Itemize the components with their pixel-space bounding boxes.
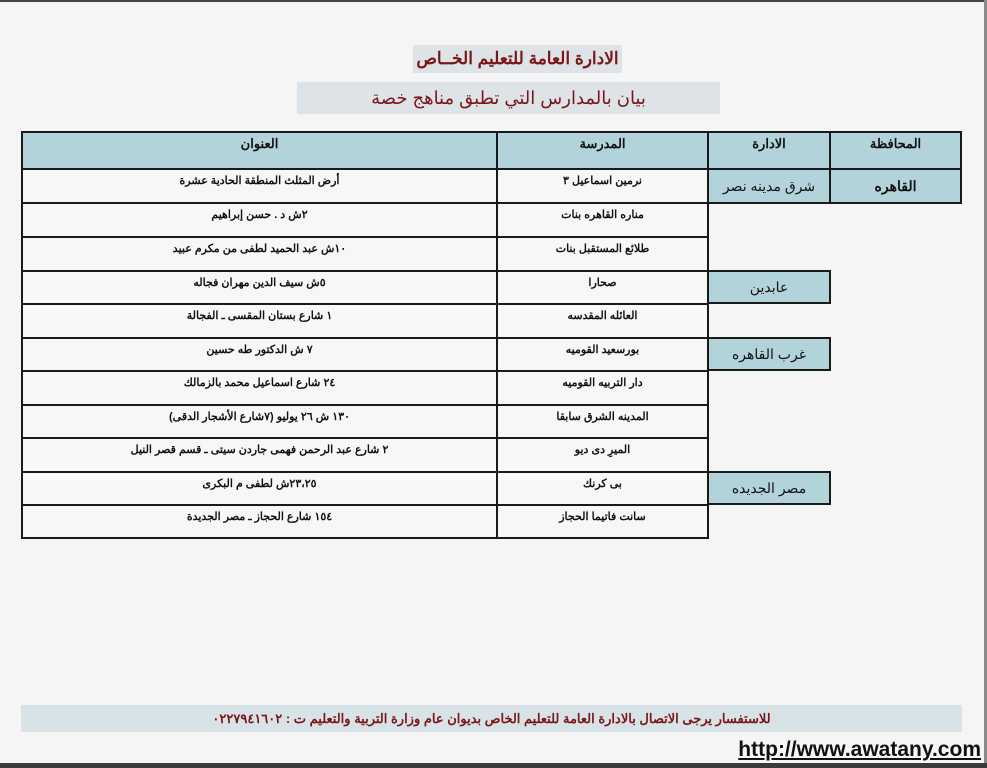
address-cell: أرض المثلث المنطقة الحادية عشرة [21,168,498,204]
website-link[interactable]: http://www.awatany.com [738,738,981,761]
school-cell: الميرِ دى ديو [496,437,709,473]
school-cell: العائله المقدسه [496,303,709,339]
governorate-cell: القاهره [829,168,962,204]
administration-cell: شرق مدينه نصر [707,168,831,204]
address-cell: ٢ش د . حسن إبراهيم [21,202,498,238]
column-header-governorate: المحافظة [829,131,962,170]
contact-note: للاستفسار يرجى الاتصال بالادارة العامة للتعليم الخاص بديوان عام وزارة التربية والتعليم ت : ٠٢٢٧٩٤١٦٠٢ [21,705,962,732]
column-header-school: المدرسة [496,131,709,170]
bottom-border [0,763,987,768]
address-cell: ٢ شارع عبد الرحمن فهمى جاردن سيتى ـ قسم قصر النيل [21,437,498,473]
school-cell: المدينه الشرق سابقا [496,404,709,439]
school-cell: دار التربيه القوميه [496,370,709,406]
column-header-address: العنوان [21,131,498,170]
address-cell: ١ شارع بستان المقسى ـ الفجالة [21,303,498,339]
address-cell: ٢٣،٢٥ش لطفى م البكرى [21,471,498,506]
school-cell: نرمين اسماعيل ٣ [496,168,709,204]
school-cell: بى كرنك [496,471,709,506]
administration-cell: مصر الجديده [707,471,831,505]
school-cell: طلائع المستقبل بنات [496,236,709,272]
top-border [0,0,987,2]
address-cell: ٥ش سيف الدين مهران فجاله [21,270,498,305]
school-cell: بورسعيد القوميه [496,337,709,372]
address-cell: ٧ ش الدكتور طه حسين [21,337,498,372]
address-cell: ٢٤ شارع اسماعيل محمد بالزمالك [21,370,498,406]
column-header-administration: الادارة [707,131,831,170]
document-subtitle: بيان بالمدارس التي تطبق مناهج خصة [297,82,720,114]
address-cell: ١٠ش عبد الحميد لطفى من مكرم عبيد [21,236,498,272]
school-cell: صحارا [496,270,709,305]
school-cell: مناره القاهره بنات [496,202,709,238]
address-cell: ١٣٠ ش ٢٦ يوليو (٧شارع الأشجار الدقى) [21,404,498,439]
administration-cell: عابدين [707,270,831,304]
address-cell: ١٥٤ شارع الحجاز ـ مصر الجديدة [21,504,498,539]
school-cell: سانت فاتيما الحجاز [496,504,709,539]
document-title: الادارة العامة للتعليم الخــاص [413,45,622,73]
administration-cell: غرب القاهره [707,337,831,371]
